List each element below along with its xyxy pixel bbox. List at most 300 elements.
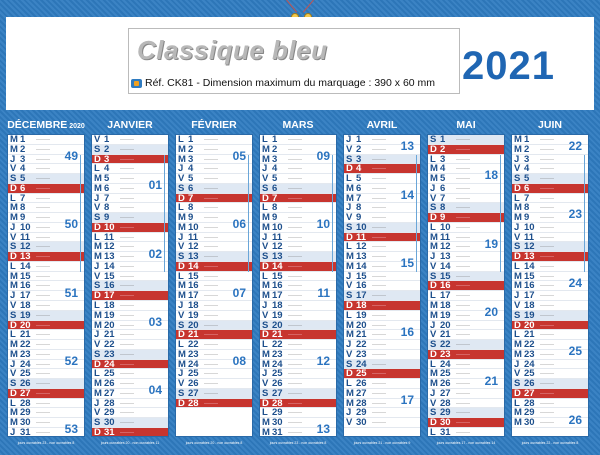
weekday-letter: L [178,135,184,145]
day-number: 28 [440,398,451,409]
weekday-letter: J [430,252,436,262]
day-row [176,233,252,243]
day-number: 24 [356,359,367,370]
saint-name: ———— [36,176,50,181]
week-number: 19 [484,236,498,251]
day-number: 4 [188,164,194,175]
day-row [260,194,336,204]
day-number: 24 [440,359,451,370]
day-row [260,330,336,340]
saint-name: ———— [204,156,218,161]
saint-name: ———— [120,322,134,327]
saint-name: ———— [120,303,134,308]
day-number: 15 [356,271,367,282]
day-number: 16 [440,281,451,292]
day-row [176,301,252,311]
day-number: 4 [104,164,110,175]
saint-name: ———— [120,195,134,200]
day-row [260,184,336,194]
day-number: 9 [272,213,278,223]
saint-name: ———— [204,146,218,151]
weekday-letter: V [178,242,185,253]
saint-name: ———— [36,429,50,434]
day-number: 6 [440,183,446,194]
day-row [512,291,588,301]
weekday-letter: M [514,349,522,360]
week-number: 14 [400,187,414,202]
weekday-letter: L [178,203,184,214]
weekday-letter: S [262,183,269,194]
weekday-letter: V [514,232,521,243]
day-row [8,340,84,350]
hanging-string [286,0,297,13]
saint-name: ———— [372,244,386,249]
weekday-letter: M [178,349,186,360]
day-number: 12 [104,242,115,253]
day-row [92,399,168,409]
weekday-letter: D [10,183,17,194]
month-days [259,134,337,437]
weekday-letter: M [514,340,522,350]
day-number: 6 [524,183,530,194]
logo-icon [131,79,142,88]
saint-name: ———— [540,254,554,259]
day-row [512,379,588,389]
saint-name: ———— [372,332,386,337]
weekday-letter: V [94,135,101,145]
day-number: 2 [440,144,446,155]
saint-name: ———— [540,205,554,210]
saint-name: ———— [288,234,302,239]
saint-name: ———— [36,381,50,386]
day-number: 1 [104,135,110,145]
weekday-letter: L [346,174,352,184]
saint-name: ———— [540,234,554,239]
advertising-area [128,28,460,94]
day-number: 16 [188,281,199,292]
saint-name: ———— [288,410,302,415]
weekday-letter: M [94,320,102,331]
day-row [428,262,504,272]
saint-name: ———— [540,244,554,249]
weekday-letter: M [514,144,522,155]
day-number: 22 [440,340,451,350]
day-number: 5 [272,174,278,184]
day-row [8,321,84,331]
day-row [92,203,168,213]
saint-name: ———— [36,137,50,141]
saint-name: ———— [204,371,218,376]
saint-name: ———— [288,429,302,434]
day-number: 3 [20,154,26,165]
day-number: 13 [188,252,199,262]
day-row [344,233,420,243]
weekday-letter: D [346,369,353,380]
day-number: 16 [356,281,367,292]
day-row [344,350,420,360]
weekday-letter: L [430,154,436,165]
saint-name: ———— [456,224,470,229]
day-number: 18 [272,301,283,311]
day-number: 11 [440,232,451,243]
month-days [175,134,253,437]
day-number: 14 [188,261,199,272]
saint-name: ———— [372,342,386,347]
day-number: 17 [272,291,283,302]
week-number: 08 [232,354,246,369]
weekday-letter: D [94,222,101,233]
month-column [7,117,85,447]
week-number: 03 [148,314,162,329]
day-row [428,330,504,340]
saint-name: ———— [288,293,302,298]
weekday-letter: J [178,301,184,311]
saint-name: ———— [36,244,50,249]
day-row [8,399,84,409]
weekday-letter: V [514,369,521,380]
saint-name: ———— [540,293,554,298]
decorative-line [416,155,417,272]
day-number: 30 [20,418,31,428]
weekday-letter: J [178,369,184,380]
day-row [92,135,168,145]
weekday-letter: V [430,398,437,409]
saint-name: ———— [36,205,50,210]
saint-name: ———— [540,176,554,181]
saint-name: ———— [540,420,554,425]
saint-name: ———— [120,429,134,434]
saint-name: ———— [288,283,302,288]
day-number: 3 [440,154,446,165]
day-number: 25 [188,369,199,380]
weekday-letter: J [346,203,352,214]
day-number: 4 [440,164,446,175]
day-row [428,418,504,428]
day-number: 17 [188,291,199,302]
saint-name: ———— [540,195,554,200]
saint-name: ———— [36,156,50,161]
day-row [344,223,420,233]
day-row [344,281,420,291]
saint-name: ———— [288,342,302,347]
weekday-letter: M [514,135,522,145]
saint-name: ———— [120,224,134,229]
saint-name: ———— [372,195,386,200]
saint-name: ———— [36,420,50,425]
month-label: MAI [456,119,476,131]
calendar-title: Classique bleu [137,35,328,65]
decorative-line [164,155,165,272]
saint-name: ———— [372,156,386,161]
weekday-letter: S [346,291,353,302]
weekday-letter: S [430,408,437,419]
weekday-letter: V [346,144,353,155]
day-number: 16 [272,281,283,292]
day-row [176,262,252,272]
day-row [92,291,168,301]
day-row [8,194,84,204]
day-row [428,203,504,213]
day-number: 17 [524,291,535,302]
day-row [92,223,168,233]
day-row [428,272,504,282]
day-number: 14 [104,261,115,272]
weekday-letter: L [94,369,100,380]
saint-name: ———— [540,371,554,376]
day-number: 25 [104,369,115,380]
week-number: 23 [568,207,582,222]
day-number: 10 [20,222,31,233]
weekday-letter: M [262,291,270,302]
saint-name: ———— [456,195,470,200]
saint-name: ———— [540,166,554,171]
weekday-letter: V [262,242,269,253]
day-number: 9 [20,213,26,223]
day-number: 20 [104,320,115,331]
saint-name: ———— [456,303,470,308]
weekday-letter: V [346,281,353,292]
day-number: 31 [272,427,283,437]
day-number: 29 [20,408,31,419]
day-number: 5 [356,174,362,184]
weekday-letter: M [10,281,18,292]
day-number: 17 [440,291,451,302]
day-row [512,194,588,204]
saint-name: ———— [36,351,50,356]
weekday-letter: L [430,291,436,302]
day-row [512,233,588,243]
weekday-letter: D [346,232,353,243]
saint-name: ———— [456,205,470,210]
weekday-letter: M [430,232,438,243]
decorative-line [80,155,81,272]
weekday-letter: L [94,164,100,175]
saint-name: ———— [456,234,470,239]
weekday-letter: M [262,349,270,360]
saint-name: ———— [456,429,470,434]
saint-name: ———— [372,176,386,181]
weekday-letter: D [514,183,521,194]
weekday-letter: L [514,330,520,341]
saint-name: ———— [372,410,386,415]
saint-name: ———— [204,224,218,229]
saint-name: ———— [120,400,134,405]
day-number: 26 [20,379,31,389]
day-number: 16 [524,281,535,292]
day-number: 7 [524,193,530,204]
day-number: 9 [188,213,194,223]
day-number: 31 [440,427,451,437]
saint-name: ———— [372,215,386,220]
saint-name: ———— [36,234,50,239]
day-number: 15 [20,271,31,282]
saint-name: ———— [120,371,134,376]
weekday-letter: D [430,144,437,155]
day-row [344,379,420,389]
day-row [8,262,84,272]
day-row [512,301,588,311]
day-number: 24 [104,359,115,370]
day-number: 10 [272,222,283,233]
day-number: 23 [272,349,283,360]
saint-name: ———— [120,332,134,337]
day-row [260,311,336,321]
weekday-letter: M [178,144,186,155]
day-number: 27 [356,388,367,399]
saint-name: ———— [288,400,302,405]
weekday-letter: M [94,242,102,253]
weekday-letter: M [514,281,522,292]
saint-name: ———— [456,381,470,386]
saint-name: ———— [288,146,302,151]
day-row [92,418,168,428]
month-days [91,134,169,437]
weekday-letter: S [10,174,17,184]
weekday-letter: J [262,301,268,311]
decorative-line [332,155,333,272]
saint-name: ———— [456,283,470,288]
day-row [8,330,84,340]
day-row [92,369,168,379]
saint-name: ———— [372,254,386,259]
day-row [428,340,504,350]
saint-name: ———— [372,293,386,298]
saint-name: ———— [288,381,302,386]
saint-name: ———— [204,390,218,395]
saint-name: ———— [456,176,470,181]
month-days [7,134,85,437]
saint-name: ———— [540,312,554,317]
day-number: 6 [272,183,278,194]
weekday-letter: D [430,349,437,360]
day-number: 25 [440,369,451,380]
day-number: 19 [188,310,199,321]
day-number: 11 [188,232,199,243]
day-number: 10 [188,222,199,233]
saint-name: ———— [288,156,302,161]
day-row [92,262,168,272]
day-row [92,330,168,340]
day-row [92,340,168,350]
month-name [259,117,337,133]
weekday-letter: D [262,330,269,341]
day-row [260,340,336,350]
day-row [428,252,504,262]
saint-name: ———— [288,205,302,210]
day-number: 30 [356,418,367,428]
weekday-letter: J [262,164,268,175]
saint-name: ———— [372,273,386,278]
day-number: 18 [104,301,115,311]
day-number: 16 [104,281,115,292]
day-number: 11 [272,232,283,243]
saint-name: ———— [372,381,386,386]
reference-line [131,77,435,89]
day-row [92,194,168,204]
saint-name: ———— [288,195,302,200]
saint-name: ———— [540,146,554,151]
day-row [344,203,420,213]
day-number: 11 [356,232,367,243]
day-number: 19 [524,310,535,321]
weekday-letter: M [10,408,18,419]
saint-name: ———— [204,361,218,366]
day-number: 2 [20,144,26,155]
saint-name: ———— [288,254,302,259]
day-number: 28 [524,398,535,409]
weekday-letter: S [514,310,521,321]
saint-name: ———— [288,332,302,337]
day-number: 27 [272,388,283,399]
weekday-letter: M [262,213,270,223]
day-number: 26 [272,379,283,389]
saint-name: ———— [120,410,134,415]
day-row [344,272,420,282]
day-number: 12 [272,242,283,253]
day-number: 1 [524,135,530,145]
saint-name: ———— [120,137,134,141]
day-number: 7 [272,193,278,204]
weekday-letter: J [262,232,268,243]
day-row [176,242,252,252]
day-row [260,164,336,174]
weekday-letter: M [94,310,102,321]
weekday-letter: V [262,310,269,321]
saint-name: ———— [288,215,302,220]
day-number: 31 [104,427,115,437]
day-row [176,399,252,409]
day-number: 8 [524,203,530,214]
day-row [344,360,420,370]
week-number: 09 [316,148,330,163]
weekday-letter: S [94,213,101,223]
weekday-letter: J [430,388,436,399]
day-number: 15 [440,271,451,282]
month-name [7,117,85,133]
weekday-letter: M [178,359,186,370]
saint-name: ———— [540,273,554,278]
day-number: 14 [272,261,283,272]
saint-name: ———— [204,166,218,171]
weekday-letter: S [94,418,101,428]
weekday-letter: D [178,398,185,409]
day-row [512,330,588,340]
saint-name: ———— [288,351,302,356]
saint-name: ———— [204,185,218,190]
weekday-letter: M [262,281,270,292]
weekday-letter: L [10,193,16,204]
day-number: 6 [188,183,194,194]
day-row [512,164,588,174]
day-number: 19 [104,310,115,321]
day-number: 1 [20,135,26,145]
day-number: 2 [188,144,194,155]
weekday-letter: M [346,398,354,409]
month-column [343,117,421,447]
weekday-letter: L [262,340,268,350]
month-column [259,117,337,447]
weekday-letter: V [178,174,185,184]
day-number: 21 [524,330,535,341]
saint-name: ———— [36,254,50,259]
day-number: 28 [188,398,199,409]
day-row [8,311,84,321]
day-row [428,389,504,399]
day-row [344,311,420,321]
weekday-letter: S [346,154,353,165]
day-number: 19 [272,310,283,321]
saint-name: ———— [456,244,470,249]
